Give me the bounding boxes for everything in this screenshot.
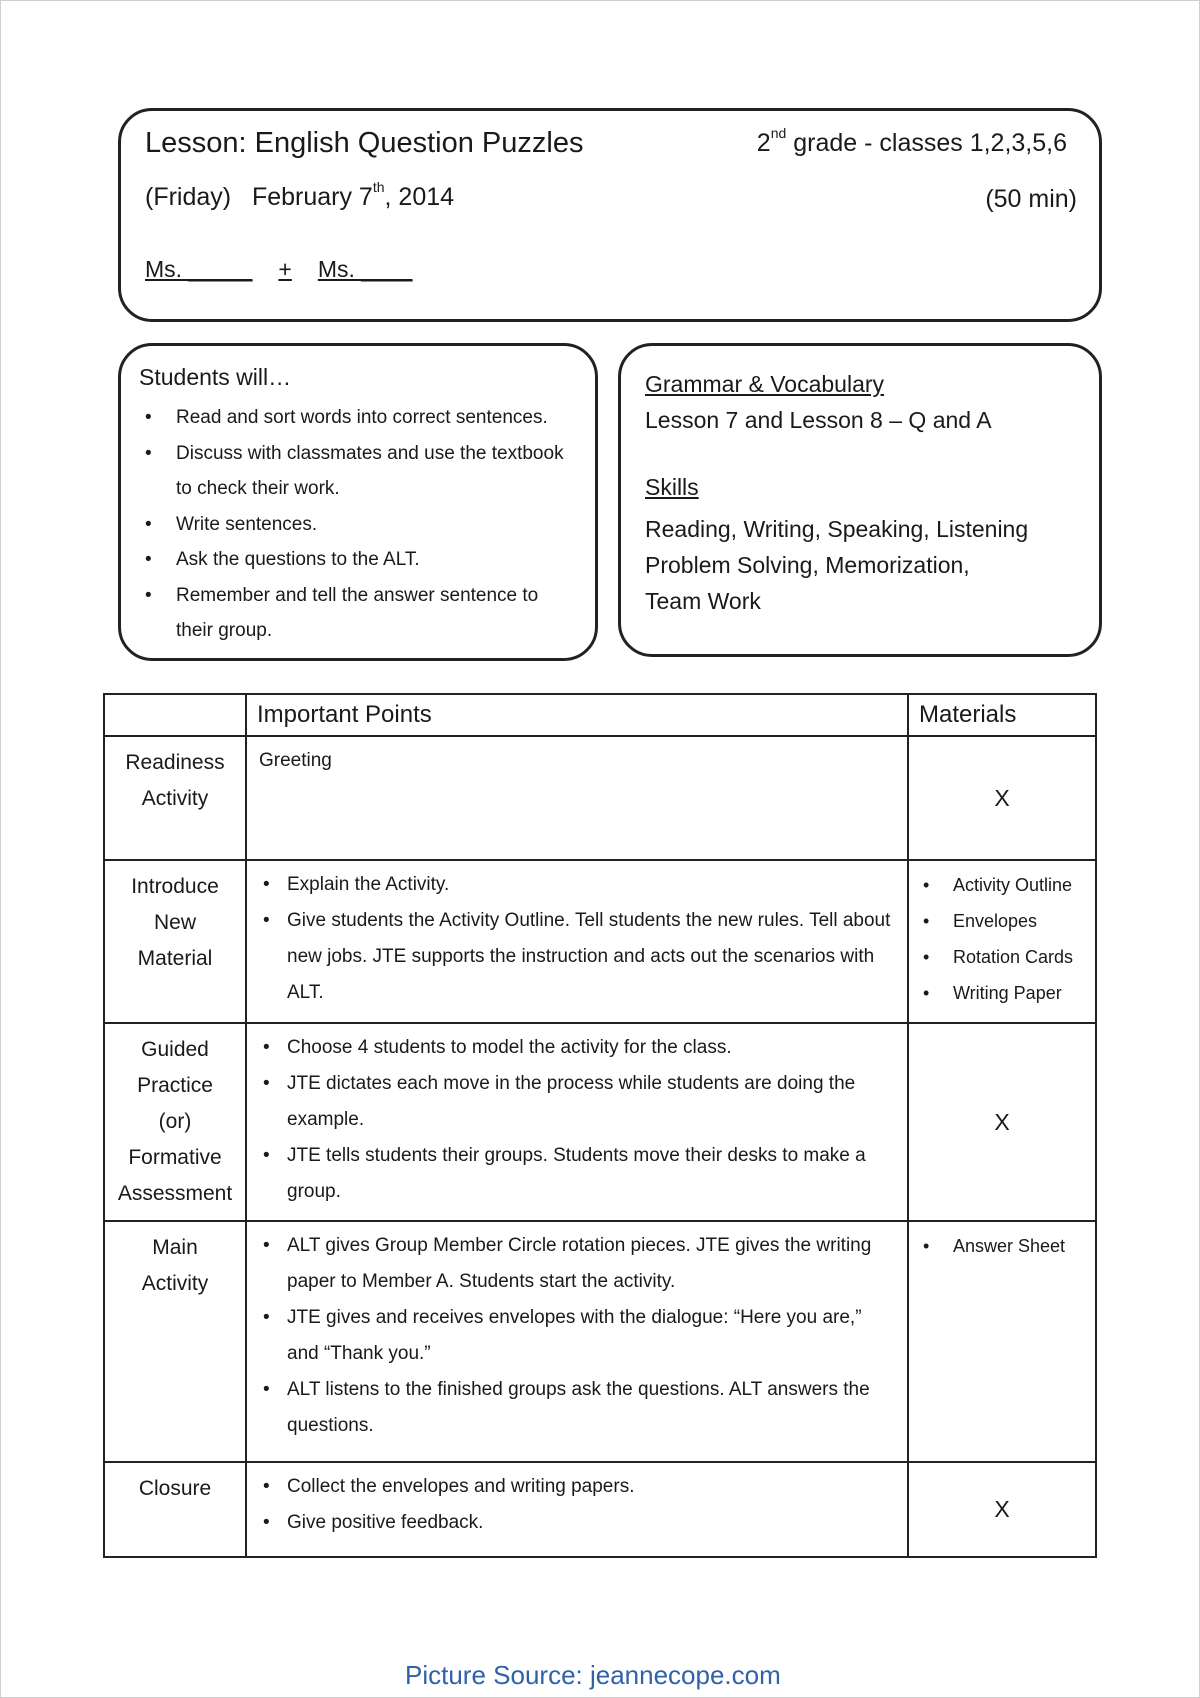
picture-source-credit: Picture Source: jeannecope.com xyxy=(405,1660,781,1690)
materials-cell: X xyxy=(908,1023,1096,1221)
materials-cell: X xyxy=(908,736,1096,860)
grade-info xyxy=(756,125,1067,158)
stage-line: Closure xyxy=(138,1477,212,1500)
objective-item: • Discuss with classmates and use the textbook to check their work. xyxy=(141,436,577,507)
stage-line: Activity xyxy=(141,1272,209,1295)
table-header-row xyxy=(104,694,1096,736)
stage-cell xyxy=(104,1023,246,1221)
objective-item: • Ask the questions to the ALT. xyxy=(141,542,577,578)
lesson-year: , 2014 xyxy=(384,183,455,211)
points-list xyxy=(259,867,897,1011)
date-suffix: th xyxy=(372,179,385,195)
grade-ordinal: 2 xyxy=(756,129,771,157)
lesson-day: (Friday) xyxy=(145,183,232,211)
table-row xyxy=(104,1221,1096,1462)
point-item: • Explain the Activity. xyxy=(259,867,897,903)
teacher-1: Ms. _____ xyxy=(145,256,253,282)
lesson-header-box xyxy=(118,108,1102,322)
stage-line: Practice xyxy=(137,1074,213,1097)
grammar-heading: Grammar & Vocabulary xyxy=(645,371,885,397)
lesson-plan-table xyxy=(103,693,1097,1558)
skills-text xyxy=(645,511,1028,619)
stage-line: Main xyxy=(152,1236,198,1259)
table-row xyxy=(104,1023,1096,1221)
material-item: • Activity Outline xyxy=(917,867,1087,903)
materials-cell xyxy=(908,860,1096,1023)
points-list xyxy=(259,1228,897,1444)
stage-line: New xyxy=(153,911,196,934)
skills-line: Reading, Writing, Speaking, Listening xyxy=(645,516,1029,542)
teacher-join: + xyxy=(278,256,292,282)
points-column-header: Important Points xyxy=(246,694,908,736)
stage-line: (or) xyxy=(158,1110,192,1133)
point-item: • ALT gives Group Member Circle rotation pieces. JTE gives the writing paper to Member A. Students start the activity. xyxy=(259,1228,897,1300)
stage-line: Assessment xyxy=(117,1182,233,1205)
grade-ordinal-suffix: nd xyxy=(770,125,787,141)
point-item: • Give positive feedback. xyxy=(259,1505,897,1541)
skills-line: Team Work xyxy=(645,588,761,614)
material-item: • Answer Sheet xyxy=(917,1228,1087,1264)
objective-item: • Read and sort words into correct sentences. xyxy=(141,400,577,436)
stage-line: Introduce xyxy=(131,875,219,898)
points-cell xyxy=(246,1221,908,1462)
points-cell xyxy=(246,1023,908,1221)
objective-item: • Remember and tell the answer sentence to their group. xyxy=(141,578,577,649)
point-item: • JTE dictates each move in the process while students are doing the example. xyxy=(259,1066,897,1138)
grammar-skills-box xyxy=(618,343,1102,657)
stage-line: Guided xyxy=(141,1038,209,1061)
objectives-list xyxy=(141,400,577,649)
materials-list xyxy=(917,867,1087,1011)
points-cell xyxy=(246,736,908,860)
stage-cell xyxy=(104,1221,246,1462)
points-list xyxy=(259,1469,897,1541)
stage-cell xyxy=(104,860,246,1023)
lesson-date xyxy=(145,179,455,212)
point-item: • JTE gives and receives envelopes with the dialogue: “Here you are,” and “Thank you.” xyxy=(259,1300,897,1372)
points-cell xyxy=(246,1462,908,1557)
stage-line: Material xyxy=(137,947,213,970)
stage-line: Formative xyxy=(128,1146,222,1169)
points-cell xyxy=(246,860,908,1023)
teacher-2: Ms. ____ xyxy=(317,256,413,282)
point-item: • Collect the envelopes and writing papers. xyxy=(259,1469,897,1505)
table-row xyxy=(104,736,1096,860)
table-row xyxy=(104,1462,1096,1557)
skills-heading: Skills xyxy=(645,474,699,500)
lesson-date-main: February 7 xyxy=(251,183,373,211)
stage-column-header xyxy=(104,694,246,736)
skills-line: Problem Solving, Memorization, xyxy=(645,552,970,578)
points-list xyxy=(259,1030,897,1210)
lesson-duration: (50 min) xyxy=(985,185,1077,213)
table-row xyxy=(104,860,1096,1023)
stage-cell xyxy=(104,1462,246,1557)
material-item: • Writing Paper xyxy=(917,975,1087,1011)
stage-line: Activity xyxy=(141,787,209,810)
objective-item: • Write sentences. xyxy=(141,507,577,543)
point-item: • Give students the Activity Outline. Tell students the new rules. Tell about new jobs. JTE supports the instruction and acts out the scenarios with ALT. xyxy=(259,903,897,1011)
objectives-heading: Students will… xyxy=(139,364,292,390)
point-text: Greeting xyxy=(259,750,332,771)
material-item: • Envelopes xyxy=(917,903,1087,939)
point-item: • ALT listens to the finished groups ask the questions. ALT answers the questions. xyxy=(259,1372,897,1444)
materials-column-header: Materials xyxy=(908,694,1096,736)
point-item: • JTE tells students their groups. Students move their desks to make a group. xyxy=(259,1138,897,1210)
point-item: • Choose 4 students to model the activity for the class. xyxy=(259,1030,897,1066)
grade-classes: grade - classes 1,2,3,5,6 xyxy=(786,129,1067,157)
stage-cell xyxy=(104,736,246,860)
material-item: • Rotation Cards xyxy=(917,939,1087,975)
objectives-box xyxy=(118,343,598,661)
materials-list xyxy=(917,1228,1087,1264)
stage-line: Readiness xyxy=(125,751,225,774)
teachers-line xyxy=(145,256,412,283)
lesson-title: Lesson: English Question Puzzles xyxy=(145,127,584,159)
grammar-text: Lesson 7 and Lesson 8 – Q and A xyxy=(645,407,992,433)
materials-cell xyxy=(908,1221,1096,1462)
materials-cell: X xyxy=(908,1462,1096,1557)
